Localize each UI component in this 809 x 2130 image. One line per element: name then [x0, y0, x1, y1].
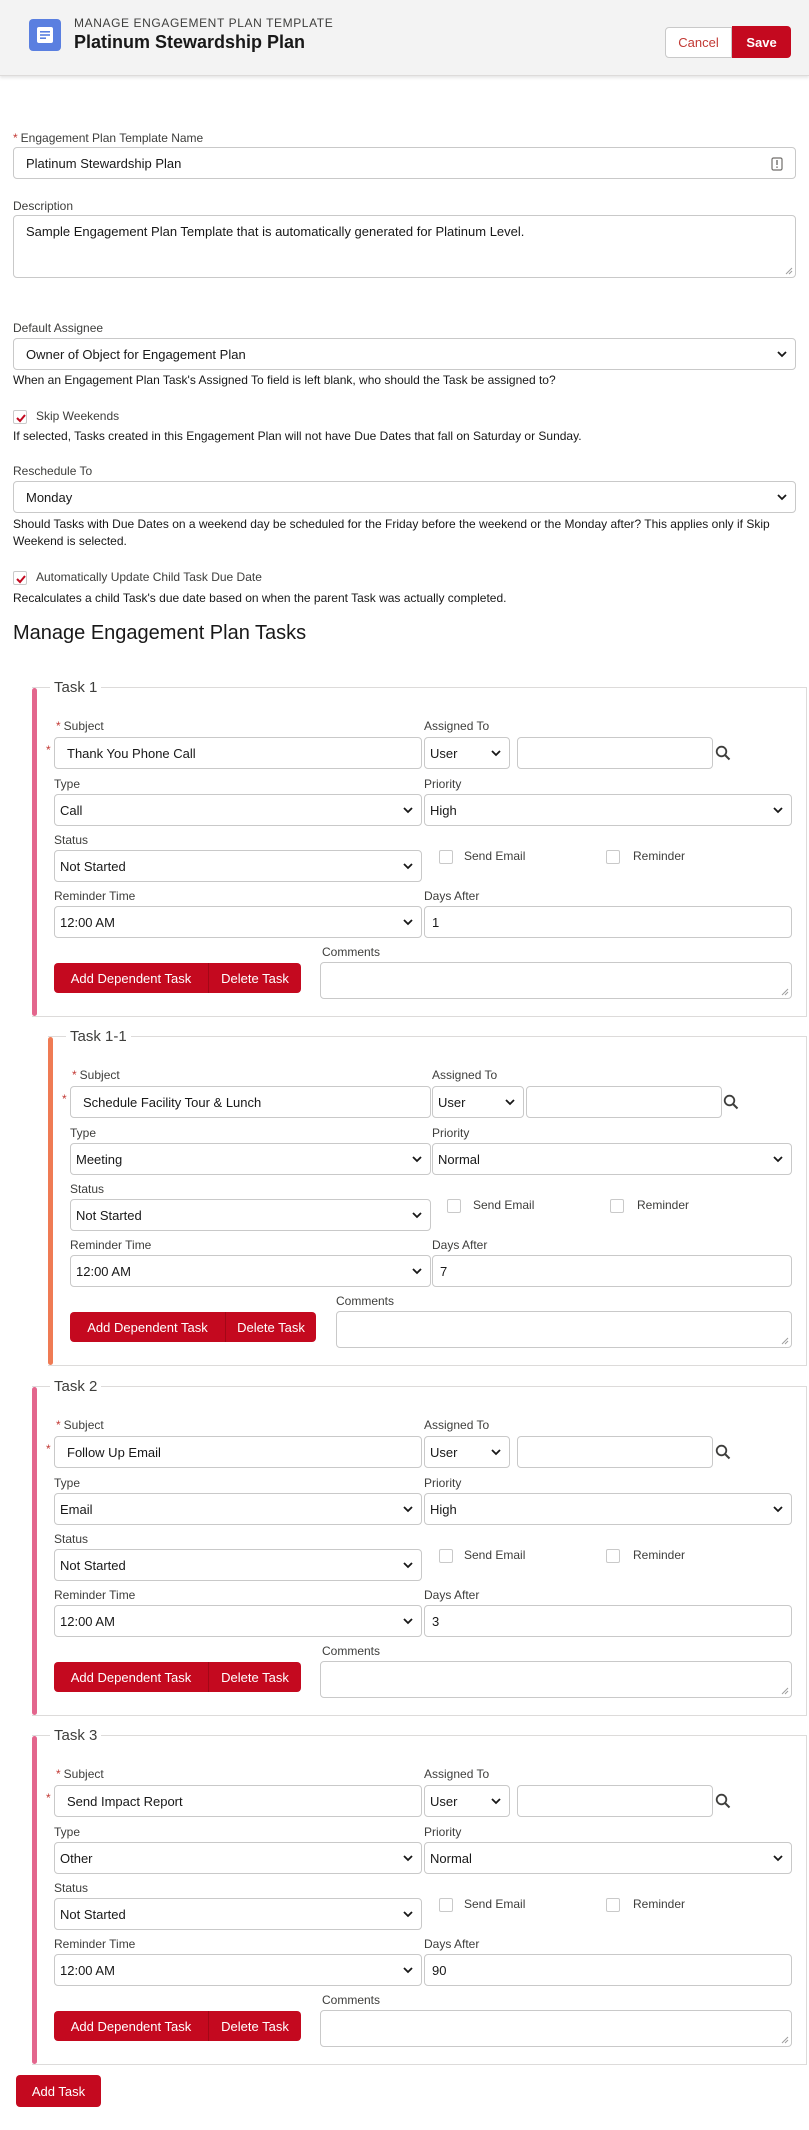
days-after-label: Days After [424, 1937, 480, 1951]
assigned-type-select[interactable]: User [432, 1086, 524, 1118]
auto-update-label: Automatically Update Child Task Due Date [36, 570, 262, 584]
page-title: Platinum Stewardship Plan [74, 32, 306, 52]
reminder-checkbox[interactable] [606, 850, 620, 864]
subject-label: * Subject [72, 1068, 120, 1082]
subject-label: * Subject [56, 719, 104, 733]
page-eyebrow: MANAGE ENGAGEMENT PLAN TEMPLATE [74, 16, 334, 30]
assigned-to-label: Assigned To [432, 1068, 498, 1082]
task-indent-bar [48, 1037, 53, 1365]
search-icon[interactable] [715, 1444, 731, 1460]
type-select[interactable]: Call [54, 794, 422, 826]
reschedule-select[interactable]: Monday [13, 481, 796, 513]
type-label: Type [54, 1476, 81, 1490]
assigned-to-lookup[interactable] [517, 737, 713, 769]
assigned-type-select[interactable]: User [424, 1436, 510, 1468]
send-email-label: Send Email [473, 1198, 535, 1212]
task-title: Task 1 [50, 679, 101, 696]
resize-handle-icon[interactable] [785, 267, 793, 275]
add-task-button[interactable]: Add Task [16, 2075, 101, 2107]
required-mark: * [46, 743, 51, 757]
chevron-down-icon [402, 1559, 414, 1571]
days-after-label: Days After [432, 1238, 488, 1252]
reminder-checkbox[interactable] [606, 1898, 620, 1912]
reschedule-label: Reschedule To [13, 464, 93, 478]
chevron-down-icon [772, 1503, 784, 1515]
priority-label: Priority [424, 1476, 462, 1490]
status-label: Status [54, 1532, 89, 1546]
default-assignee-select[interactable]: Owner of Object for Engagement Plan [13, 338, 796, 370]
chevron-down-icon [402, 1964, 414, 1976]
subject-input[interactable]: Schedule Facility Tour & Lunch [70, 1086, 431, 1118]
resize-handle-icon[interactable] [781, 2036, 789, 2044]
status-select[interactable]: Not Started [54, 850, 422, 882]
save-button[interactable]: Save [732, 26, 791, 58]
reminder-checkbox[interactable] [610, 1199, 624, 1213]
reminder-checkbox[interactable] [606, 1549, 620, 1563]
required-mark: * [13, 131, 18, 145]
reminder-label: Reminder [637, 1198, 690, 1212]
chevron-down-icon [402, 804, 414, 816]
days-after-input[interactable]: 1 [424, 906, 792, 938]
priority-label: Priority [424, 1825, 462, 1839]
status-label: Status [54, 1881, 89, 1895]
field-info-icon [771, 157, 783, 171]
type-label: Type [70, 1126, 97, 1140]
cancel-button[interactable]: Cancel [665, 27, 732, 58]
chevron-down-icon [490, 747, 502, 759]
priority-select[interactable]: High [424, 1493, 792, 1525]
chevron-down-icon [402, 916, 414, 928]
type-select[interactable]: Other [54, 1842, 422, 1874]
chevron-down-icon [411, 1209, 423, 1221]
subject-input[interactable]: Send Impact Report [54, 1785, 422, 1817]
task-indent-bar [32, 1736, 37, 2064]
status-select[interactable]: Not Started [70, 1199, 431, 1231]
checkmark-icon [15, 412, 27, 424]
resize-handle-icon[interactable] [781, 1687, 789, 1695]
delete-task-button[interactable]: Delete Task [208, 2011, 301, 2041]
add-dependent-task-button[interactable]: Add Dependent Task [54, 1662, 208, 1692]
assigned-to-lookup[interactable] [517, 1436, 713, 1468]
chevron-down-icon [772, 804, 784, 816]
chevron-down-icon [402, 1503, 414, 1515]
description-textarea[interactable]: Sample Engagement Plan Template that is automatically generated for Platinum Level. [13, 215, 796, 278]
resize-handle-icon[interactable] [781, 988, 789, 996]
chevron-down-icon [490, 1446, 502, 1458]
comments-textarea[interactable] [320, 962, 792, 999]
required-mark: * [62, 1092, 67, 1106]
page-header [0, 0, 809, 76]
status-label: Status [70, 1182, 105, 1196]
default-assignee-help: When an Engagement Plan Task's Assigned To field is left blank, who should the Task be assigned to? [13, 373, 556, 387]
task-title: Task 3 [50, 1727, 101, 1744]
days-after-input[interactable]: 90 [424, 1954, 792, 1986]
task-card [32, 679, 807, 1017]
chevron-down-icon [772, 1852, 784, 1864]
send-email-label: Send Email [464, 1897, 526, 1911]
checkmark-icon [15, 573, 27, 585]
reminder-label: Reminder [633, 849, 686, 863]
chevron-down-icon [411, 1153, 423, 1165]
delete-task-button[interactable]: Delete Task [208, 963, 301, 993]
required-mark: * [46, 1442, 51, 1456]
required-mark: * [46, 1791, 51, 1805]
send-email-checkbox[interactable] [439, 1549, 453, 1563]
chevron-down-icon [402, 1908, 414, 1920]
add-dependent-task-button[interactable]: Add Dependent Task [54, 963, 208, 993]
auto-update-checkbox[interactable] [13, 571, 27, 585]
assigned-to-label: Assigned To [424, 719, 490, 733]
search-icon[interactable] [715, 1793, 731, 1809]
type-label: Type [54, 1825, 81, 1839]
comments-label: Comments [322, 945, 381, 959]
template-icon [29, 19, 61, 51]
task-card [48, 1028, 807, 1366]
subject-input[interactable]: Follow Up Email [54, 1436, 422, 1468]
assigned-to-lookup[interactable] [517, 1785, 713, 1817]
priority-select[interactable]: Normal [432, 1143, 792, 1175]
send-email-label: Send Email [464, 1548, 526, 1562]
comments-textarea[interactable] [320, 2010, 792, 2047]
days-after-label: Days After [424, 1588, 480, 1602]
task-title: Task 2 [50, 1378, 101, 1395]
task-indent-bar [32, 688, 37, 1016]
reminder-time-select[interactable]: 12:00 AM [54, 906, 422, 938]
chevron-down-icon [402, 860, 414, 872]
reminder-label: Reminder [633, 1897, 686, 1911]
chevron-down-icon [411, 1265, 423, 1277]
days-after-label: Days After [424, 889, 480, 903]
status-select[interactable]: Not Started [54, 1898, 422, 1930]
assigned-type-select[interactable]: User [424, 737, 510, 769]
subject-input[interactable]: Thank You Phone Call [54, 737, 422, 769]
assigned-to-label: Assigned To [424, 1767, 490, 1781]
task-card [32, 1727, 807, 2065]
reminder-time-label: Reminder Time [54, 1937, 136, 1951]
resize-handle-icon[interactable] [781, 1337, 789, 1345]
send-email-checkbox[interactable] [439, 1898, 453, 1912]
skip-weekends-checkbox[interactable] [13, 410, 27, 424]
chevron-down-icon [776, 348, 788, 360]
priority-select[interactable]: Normal [424, 1842, 792, 1874]
description-label: Description [13, 199, 74, 213]
skip-weekends-help: If selected, Tasks created in this Engagement Plan will not have Due Dates that fall on Saturday or Sunday. [13, 429, 582, 443]
priority-label: Priority [424, 777, 462, 791]
send-email-label: Send Email [464, 849, 526, 863]
assigned-to-lookup[interactable] [526, 1086, 722, 1118]
priority-label: Priority [432, 1126, 470, 1140]
chevron-down-icon [776, 491, 788, 503]
template-name-label: * Engagement Plan Template Name [13, 131, 204, 145]
chevron-down-icon [772, 1153, 784, 1165]
reminder-time-label: Reminder Time [54, 889, 136, 903]
reminder-time-select[interactable]: 12:00 AM [54, 1954, 422, 1986]
chevron-down-icon [402, 1852, 414, 1864]
task-card [32, 1378, 807, 1716]
type-select[interactable]: Meeting [70, 1143, 431, 1175]
status-label: Status [54, 833, 89, 847]
comments-label: Comments [322, 1644, 381, 1658]
reminder-time-select[interactable]: 12:00 AM [54, 1605, 422, 1637]
reminder-time-label: Reminder Time [70, 1238, 152, 1252]
status-select[interactable]: Not Started [54, 1549, 422, 1581]
send-email-checkbox[interactable] [447, 1199, 461, 1213]
subject-label: * Subject [56, 1418, 104, 1432]
template-name-input[interactable]: Platinum Stewardship Plan [13, 147, 796, 179]
type-select[interactable]: Email [54, 1493, 422, 1525]
assigned-type-select[interactable]: User [424, 1785, 510, 1817]
auto-update-help: Recalculates a child Task's due date based on when the parent Task was actually completed. [13, 591, 507, 605]
default-assignee-label: Default Assignee [13, 321, 104, 335]
skip-weekends-label: Skip Weekends [36, 409, 120, 423]
type-label: Type [54, 777, 81, 791]
days-after-input[interactable]: 7 [432, 1255, 792, 1287]
reminder-time-label: Reminder Time [54, 1588, 136, 1602]
chevron-down-icon [402, 1615, 414, 1627]
delete-task-button[interactable]: Delete Task [208, 1662, 301, 1692]
task-title: Task 1-1 [66, 1028, 131, 1045]
chevron-down-icon [504, 1096, 516, 1108]
comments-label: Comments [322, 1993, 381, 2007]
priority-select[interactable]: High [424, 794, 792, 826]
send-email-checkbox[interactable] [439, 850, 453, 864]
subject-label: * Subject [56, 1767, 104, 1781]
reminder-time-select[interactable]: 12:00 AM [70, 1255, 431, 1287]
reminder-label: Reminder [633, 1548, 686, 1562]
search-icon[interactable] [723, 1094, 739, 1110]
reschedule-help-line-2: Weekend is selected. [13, 534, 127, 548]
days-after-input[interactable]: 3 [424, 1605, 792, 1637]
comments-textarea[interactable] [336, 1311, 792, 1348]
delete-task-button[interactable]: Delete Task [225, 1312, 316, 1342]
add-dependent-task-button[interactable]: Add Dependent Task [54, 2011, 208, 2041]
chevron-down-icon [490, 1795, 502, 1807]
comments-textarea[interactable] [320, 1661, 792, 1698]
tasks-section-title: Manage Engagement Plan Tasks [13, 622, 307, 644]
search-icon[interactable] [715, 745, 731, 761]
task-indent-bar [32, 1387, 37, 1715]
comments-label: Comments [336, 1294, 395, 1308]
reschedule-help-line-1: Should Tasks with Due Dates on a weekend day be scheduled for the Friday before the weekend or the Monday after? This applies only if Skip [13, 517, 770, 531]
add-dependent-task-button[interactable]: Add Dependent Task [70, 1312, 225, 1342]
assigned-to-label: Assigned To [424, 1418, 490, 1432]
